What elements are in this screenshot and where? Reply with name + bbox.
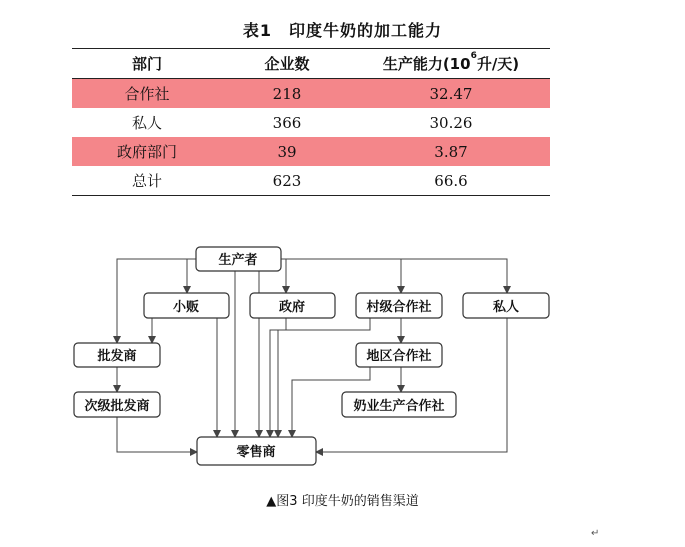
node-private	[463, 293, 549, 318]
node-village-coop	[356, 293, 442, 318]
node-sub-wholesaler	[74, 392, 160, 417]
svg-text:次级批发商: 次级批发商	[84, 399, 150, 414]
edge-producer-private	[401, 259, 507, 293]
svg-text:奶业生产合作社: 奶业生产合作社	[353, 399, 445, 414]
svg-text:零售商: 零售商	[236, 445, 276, 460]
cell-dept: 政府部门	[72, 137, 222, 166]
node-district-coop	[356, 343, 442, 367]
edge-producer-village-coop	[286, 259, 401, 293]
svg-text:政府: 政府	[278, 300, 306, 315]
node-wholesaler	[74, 343, 160, 367]
edge-private-retailer	[316, 318, 507, 452]
cell-count: 623	[272, 171, 302, 190]
svg-text:小贩: 小贩	[172, 300, 200, 315]
svg-text:批发商: 批发商	[97, 349, 137, 364]
node-retailer	[197, 437, 316, 465]
cell-capacity: 3.87	[352, 137, 550, 166]
return-mark: ↵	[591, 528, 600, 539]
cell-count: 366	[272, 113, 302, 132]
svg-text:私人: 私人	[492, 300, 520, 315]
edge-subwholesaler-retailer	[117, 417, 197, 452]
node-government	[250, 293, 335, 318]
node-dairy-coop	[342, 392, 456, 417]
svg-text:地区合作社: 地区合作社	[366, 349, 432, 364]
cell-capacity: 66.6	[434, 171, 468, 190]
svg-text:生产者: 生产者	[218, 253, 258, 268]
cell-capacity: 30.26	[429, 113, 473, 132]
header-count: 企业数	[264, 55, 310, 73]
cell-dept: 私人	[131, 114, 162, 132]
flow-edges	[117, 259, 507, 452]
cell-count: 218	[222, 79, 352, 109]
cell-dept: 总计	[131, 172, 162, 190]
header-capacity: 生产能力($10^6$升/天)	[382, 51, 520, 73]
table-title: 表1 印度牛奶的加工能力	[242, 21, 443, 40]
svg-text:村级合作社: 村级合作社	[366, 300, 432, 315]
node-vendor	[144, 293, 229, 318]
figure-caption: ▲图3 印度牛奶的销售渠道	[266, 494, 419, 509]
node-producer	[196, 247, 281, 271]
edge-producer-government	[281, 259, 286, 293]
cell-count: 39	[222, 137, 352, 166]
cell-dept: 合作社	[72, 79, 222, 109]
cell-capacity: 32.47	[352, 79, 550, 109]
header-dept: 部门	[131, 55, 162, 73]
